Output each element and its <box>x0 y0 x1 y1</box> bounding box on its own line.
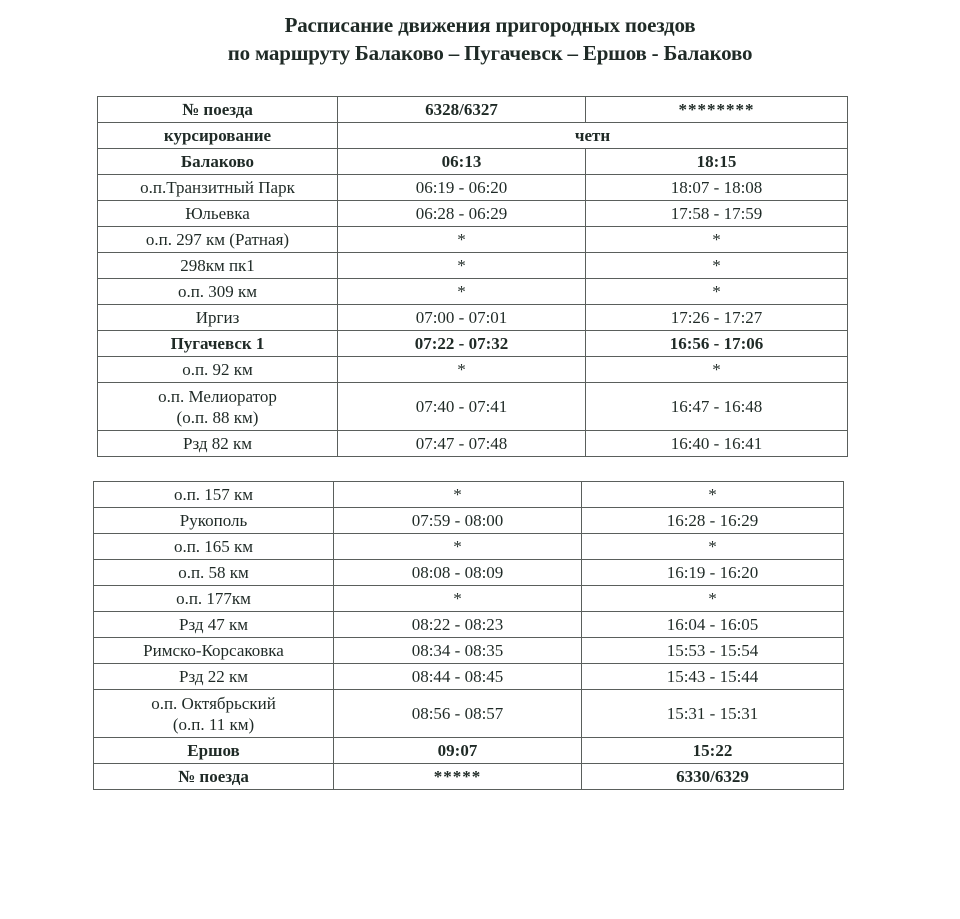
station-row <box>94 612 844 638</box>
station-name-line-2: (о.п. 11 км) <box>172 714 255 734</box>
station-row <box>98 431 848 457</box>
train-number-b: 6330/6329 <box>582 764 844 790</box>
time-train-b: 18:15 <box>586 149 848 175</box>
time-train-b: * <box>586 253 848 279</box>
time-train-a: * <box>338 253 586 279</box>
station-row <box>94 586 844 612</box>
train-number-b: ******** <box>586 97 848 123</box>
schedule-table-part-1 <box>97 96 848 457</box>
station-name <box>94 508 334 534</box>
station-name <box>98 279 338 305</box>
station-name <box>98 201 338 227</box>
station-name <box>94 612 334 638</box>
station-name-line: Римско-Корсаковка <box>143 641 284 660</box>
station-name <box>98 431 338 457</box>
station-name-line: Ершов <box>187 741 240 760</box>
station-name <box>98 331 338 357</box>
station-name <box>94 534 334 560</box>
station-row <box>98 227 848 253</box>
train-number-label: № поезда <box>94 764 334 790</box>
time-train-a: 07:47 - 07:48 <box>338 431 586 457</box>
station-name-line-2: (о.п. 88 км) <box>176 407 259 427</box>
coursing-value: четн <box>338 123 848 149</box>
station-row <box>94 534 844 560</box>
time-train-a: 08:34 - 08:35 <box>334 638 582 664</box>
time-train-b: 15:31 - 15:31 <box>582 690 844 738</box>
station-row <box>98 305 848 331</box>
time-train-b: * <box>586 227 848 253</box>
time-train-a: 08:08 - 08:09 <box>334 560 582 586</box>
time-train-b: * <box>582 534 844 560</box>
station-name <box>94 690 334 738</box>
coursing-row <box>98 123 848 149</box>
time-train-b: 17:58 - 17:59 <box>586 201 848 227</box>
time-train-b: 16:56 - 17:06 <box>586 331 848 357</box>
station-row <box>98 357 848 383</box>
station-name-line: Рукополь <box>179 511 248 530</box>
station-name-line: о.п. Октябрьский <box>151 693 276 713</box>
station-name <box>94 586 334 612</box>
time-train-a: 09:07 <box>334 738 582 764</box>
station-name-line: о.п. 157 км <box>173 485 254 504</box>
time-train-b: 16:28 - 16:29 <box>582 508 844 534</box>
station-row <box>98 201 848 227</box>
station-row <box>98 383 848 431</box>
time-train-a: * <box>338 357 586 383</box>
time-train-a: * <box>334 534 582 560</box>
time-train-b: * <box>586 357 848 383</box>
time-train-b: * <box>582 586 844 612</box>
time-train-b: 16:04 - 16:05 <box>582 612 844 638</box>
time-train-a: 07:59 - 08:00 <box>334 508 582 534</box>
station-name <box>94 482 334 508</box>
time-train-a: * <box>338 227 586 253</box>
station-name-line: Рзд 22 км <box>178 667 249 686</box>
time-train-a: 08:56 - 08:57 <box>334 690 582 738</box>
time-train-a: 06:19 - 06:20 <box>338 175 586 201</box>
station-row <box>94 508 844 534</box>
train-number-label: № поезда <box>98 97 338 123</box>
train-number-a: ***** <box>334 764 582 790</box>
station-name <box>94 638 334 664</box>
time-train-b: 16:19 - 16:20 <box>582 560 844 586</box>
station-name-line: о.п. 165 км <box>173 537 254 556</box>
station-name <box>98 357 338 383</box>
station-row <box>94 690 844 738</box>
train-number-header-row <box>98 97 848 123</box>
time-train-a: 07:22 - 07:32 <box>338 331 586 357</box>
time-train-b: 15:43 - 15:44 <box>582 664 844 690</box>
station-name-line: Иргиз <box>195 308 240 327</box>
station-row <box>98 149 848 175</box>
time-train-a: 08:22 - 08:23 <box>334 612 582 638</box>
schedule-table-part-2 <box>93 481 844 790</box>
station-name-line: о.п. 92 км <box>182 360 253 379</box>
train-number-footer-row <box>94 764 844 790</box>
time-train-a: * <box>334 586 582 612</box>
station-name <box>94 560 334 586</box>
time-train-a: 06:28 - 06:29 <box>338 201 586 227</box>
time-train-a: * <box>338 279 586 305</box>
station-name <box>94 738 334 764</box>
time-train-b: 16:40 - 16:41 <box>586 431 848 457</box>
station-row <box>94 482 844 508</box>
time-train-b: * <box>586 279 848 305</box>
station-name <box>98 175 338 201</box>
time-train-b: 16:47 - 16:48 <box>586 383 848 431</box>
station-name <box>98 227 338 253</box>
time-train-a: 06:13 <box>338 149 586 175</box>
time-train-b: * <box>582 482 844 508</box>
station-name-line: Юльевка <box>185 204 250 223</box>
station-name-line: о.п. 58 км <box>178 563 249 582</box>
station-row <box>94 638 844 664</box>
station-name-line: о.п. 177км <box>176 589 251 608</box>
document-title-line-2: по маршруту Балаково – Пугачевск – Ершов - Балаково <box>227 41 753 65</box>
time-train-b: 15:53 - 15:54 <box>582 638 844 664</box>
station-name-line: о.п.Транзитный Парк <box>140 178 295 197</box>
station-row <box>94 664 844 690</box>
time-train-a: 08:44 - 08:45 <box>334 664 582 690</box>
station-name-line: о.п. 297 км (Ратная) <box>145 230 290 249</box>
station-row <box>98 175 848 201</box>
station-name-line: о.п. 309 км <box>177 282 258 301</box>
station-name-line: 298км пк1 <box>180 256 255 275</box>
station-name <box>98 149 338 175</box>
station-name <box>94 664 334 690</box>
station-name-line: Рзд 82 км <box>182 434 253 453</box>
station-row <box>94 738 844 764</box>
station-name <box>98 305 338 331</box>
train-number-a: 6328/6327 <box>338 97 586 123</box>
time-train-b: 15:22 <box>582 738 844 764</box>
station-row <box>98 253 848 279</box>
station-name-line: Рзд 47 км <box>178 615 249 634</box>
time-train-a: * <box>334 482 582 508</box>
station-name <box>98 253 338 279</box>
document-title-line-1: Расписание движения пригородных поездов <box>284 13 696 37</box>
time-train-b: 17:26 - 17:27 <box>586 305 848 331</box>
station-row <box>94 560 844 586</box>
station-name <box>98 383 338 431</box>
station-row <box>98 279 848 305</box>
station-name-line: о.п. Мелиоратор <box>158 386 277 406</box>
station-name-line: Балаково <box>180 152 255 171</box>
coursing-label: курсирование <box>98 123 338 149</box>
time-train-b: 18:07 - 18:08 <box>586 175 848 201</box>
time-train-a: 07:40 - 07:41 <box>338 383 586 431</box>
station-row <box>98 331 848 357</box>
station-name-line: Пугачевск 1 <box>170 334 265 353</box>
time-train-a: 07:00 - 07:01 <box>338 305 586 331</box>
